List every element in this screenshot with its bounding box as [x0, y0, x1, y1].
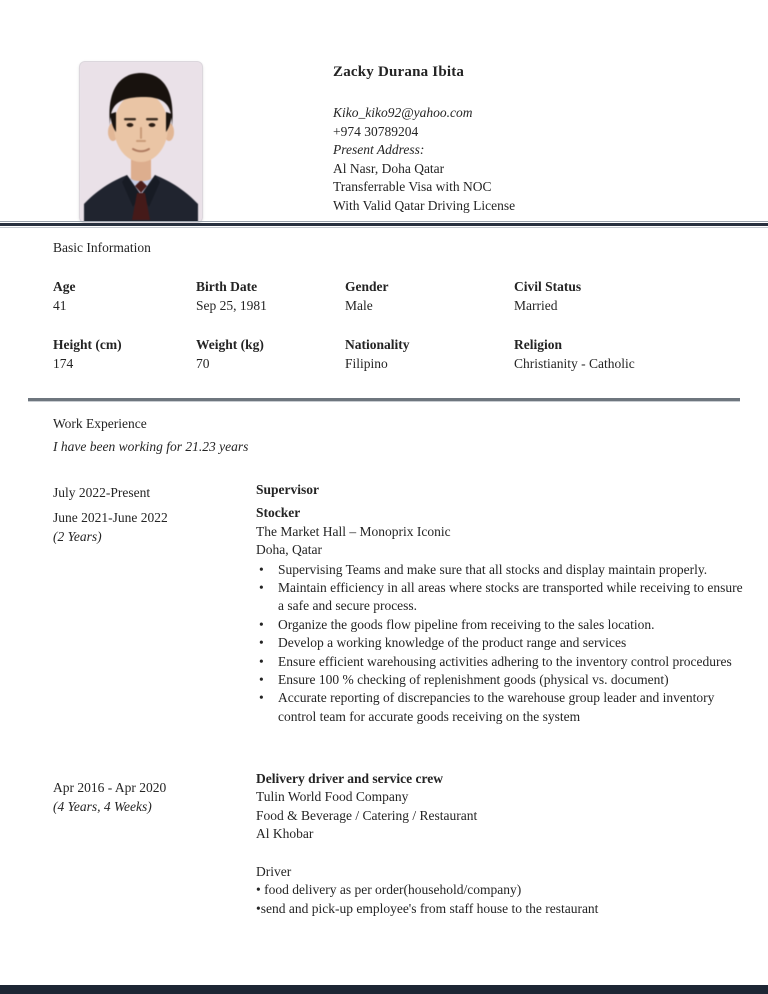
company-name: The Market Hall – Monoprix Iconic — [256, 523, 451, 539]
job-title: Delivery driver and service crew — [256, 771, 443, 786]
section-divider-middle — [28, 398, 740, 402]
job-location: Doha, Qatar — [256, 542, 322, 558]
duty-item: • Accurate reporting of discrepancies to the warehouse group leader and inventory control team for accurate goods receiving on the system — [256, 689, 747, 726]
job-title: Supervisor — [256, 482, 320, 497]
duty-item: • Ensure efficient warehousing activities adhering to the inventory control procedures — [256, 653, 747, 671]
duty-item: • Ensure 100 % checking of replenishment goods (physical vs. document) — [256, 671, 747, 689]
duty-item: • Maintain efficiency in all areas where stocks are transported while receiving to ensure a safe and secure process. — [256, 579, 747, 616]
contact-block — [333, 104, 515, 216]
company-industry: Food & Beverage / Catering / Restaurant — [256, 807, 478, 823]
field-weight — [196, 337, 345, 372]
work-experience-summary: I have been working for 21.23 years — [53, 439, 249, 454]
sub-role-title: Driver — [256, 863, 292, 879]
license-text: With Valid Qatar Driving License — [333, 197, 516, 213]
header-block — [333, 64, 515, 216]
job-location: Al Khobar — [256, 826, 314, 842]
job-details — [256, 770, 747, 918]
field-label: Gender — [345, 279, 389, 294]
field-value: Married — [514, 298, 558, 313]
field-birth-date — [196, 279, 345, 314]
email-text: Kiko_kiko92@yahoo.com — [333, 105, 473, 120]
field-label: Nationality — [345, 337, 410, 352]
field-age — [53, 279, 196, 314]
field-religion — [514, 337, 723, 372]
job-dates — [53, 770, 256, 918]
profile-photo — [80, 62, 202, 222]
portrait-illustration — [80, 62, 202, 222]
duty-item: • Organize the goods flow pipeline from receiving to the sales location. — [256, 616, 747, 634]
field-label: Birth Date — [196, 279, 258, 294]
field-value: Male — [345, 298, 373, 313]
field-value: 174 — [53, 356, 74, 371]
page-bottom-bar — [0, 985, 768, 994]
field-value: Christianity - Catholic — [514, 356, 635, 371]
job-title-secondary: Stocker — [256, 505, 301, 521]
job-duties-list — [256, 561, 747, 727]
duty-item: • food delivery as per order(household/company) — [256, 882, 522, 898]
field-value: 41 — [53, 298, 67, 313]
present-address-label: Present Address: — [333, 142, 425, 158]
basic-information-title: Basic Information — [53, 240, 151, 255]
sub-role-block — [256, 863, 747, 919]
date-range: July 2022-Present — [53, 485, 151, 500]
field-value: Filipino — [345, 356, 388, 371]
field-label: Age — [53, 279, 76, 294]
candidate-name: Zacky Durana Ibita — [333, 64, 465, 80]
duty-item: • Supervising Teams and make sure that all stocks and display maintain properly. — [256, 561, 747, 579]
basic-information-grid — [53, 279, 723, 372]
field-label: Civil Status — [514, 279, 582, 294]
section-divider-top — [0, 221, 768, 229]
duty-item: •send and pick-up employee's from staff house to the restaurant — [256, 900, 599, 916]
job-details — [256, 481, 747, 726]
phone-text: +974 30789204 — [333, 123, 419, 139]
field-gender — [345, 279, 514, 314]
field-nationality — [345, 337, 514, 372]
field-value: 70 — [196, 356, 210, 371]
field-label: Height (cm) — [53, 337, 122, 352]
work-experience-title: Work Experience — [53, 416, 147, 431]
address-text: Al Nasr, Doha Qatar — [333, 160, 445, 176]
visa-text: Transferrable Visa with NOC — [333, 179, 492, 195]
job-entry-supervisor — [53, 481, 747, 726]
job-duration: (4 Years, 4 Weeks) — [53, 799, 152, 814]
job-duration: (2 Years) — [53, 529, 102, 544]
job-dates — [53, 481, 256, 726]
date-range: June 2021-June 2022 — [53, 510, 168, 525]
field-label: Religion — [514, 337, 563, 352]
field-value: Sep 25, 1981 — [196, 298, 267, 313]
field-civil-status — [514, 279, 723, 314]
field-height — [53, 337, 196, 372]
date-range: Apr 2016 - Apr 2020 — [53, 780, 167, 795]
company-name: Tulin World Food Company — [256, 789, 409, 805]
field-label: Weight (kg) — [196, 337, 264, 352]
job-entry-delivery-driver — [53, 770, 747, 918]
duty-item: • Develop a working knowledge of the product range and services — [256, 634, 747, 652]
